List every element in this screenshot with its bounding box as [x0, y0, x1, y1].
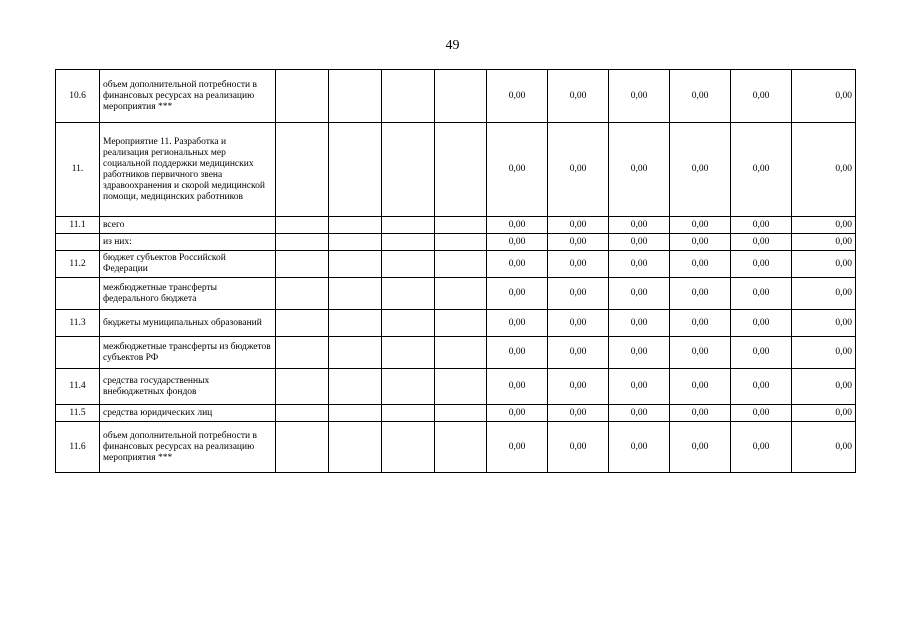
- row-name: бюджеты муниципальных образований: [100, 310, 276, 337]
- empty-cell: [276, 123, 329, 217]
- value-cell: 0,00: [548, 234, 609, 251]
- row-number: 11.1: [56, 217, 100, 234]
- empty-cell: [435, 278, 487, 310]
- value-cell: 0,00: [609, 234, 670, 251]
- empty-cell: [329, 369, 382, 405]
- empty-cell: [435, 405, 487, 422]
- value-cell: 0,00: [670, 70, 731, 123]
- value-cell: 0,00: [487, 337, 548, 369]
- row-number: [56, 337, 100, 369]
- empty-cell: [435, 251, 487, 278]
- empty-cell: [329, 337, 382, 369]
- value-cell: 0,00: [792, 422, 856, 473]
- empty-cell: [435, 310, 487, 337]
- value-cell: 0,00: [731, 70, 792, 123]
- empty-cell: [329, 234, 382, 251]
- empty-cell: [329, 278, 382, 310]
- row-number: 11.3: [56, 310, 100, 337]
- value-cell: 0,00: [487, 310, 548, 337]
- value-cell: 0,00: [792, 123, 856, 217]
- value-cell: 0,00: [792, 70, 856, 123]
- row-name: Мероприятие 11. Разработка и реализация региональных мер социальной поддержки медицинских работников первичного звена здравоохранения и скорой медицинской помощи, медицинских работников: [100, 123, 276, 217]
- value-cell: 0,00: [487, 405, 548, 422]
- value-cell: 0,00: [487, 123, 548, 217]
- value-cell: 0,00: [548, 123, 609, 217]
- value-cell: 0,00: [792, 310, 856, 337]
- row-name: объем дополнительной потребности в финансовых ресурсах на реализацию мероприятия ***: [100, 70, 276, 123]
- table-row: [56, 70, 856, 123]
- value-cell: 0,00: [792, 405, 856, 422]
- value-cell: 0,00: [731, 369, 792, 405]
- value-cell: 0,00: [731, 251, 792, 278]
- row-name: объем дополнительной потребности в финансовых ресурсах на реализацию мероприятия ***: [100, 422, 276, 473]
- value-cell: 0,00: [670, 422, 731, 473]
- value-cell: 0,00: [731, 278, 792, 310]
- row-name: бюджет субъектов Российской Федерации: [100, 251, 276, 278]
- empty-cell: [382, 405, 435, 422]
- value-cell: 0,00: [487, 422, 548, 473]
- table-row: [56, 337, 856, 369]
- empty-cell: [382, 217, 435, 234]
- value-cell: 0,00: [670, 405, 731, 422]
- value-cell: 0,00: [670, 123, 731, 217]
- value-cell: 0,00: [731, 422, 792, 473]
- value-cell: 0,00: [609, 70, 670, 123]
- empty-cell: [329, 123, 382, 217]
- value-cell: 0,00: [548, 422, 609, 473]
- table-row: [56, 405, 856, 422]
- table-row: [56, 234, 856, 251]
- row-number: [56, 234, 100, 251]
- empty-cell: [276, 405, 329, 422]
- value-cell: 0,00: [609, 405, 670, 422]
- row-name: межбюджетные трансферты из бюджетов субъектов РФ: [100, 337, 276, 369]
- empty-cell: [329, 251, 382, 278]
- value-cell: 0,00: [609, 310, 670, 337]
- empty-cell: [276, 310, 329, 337]
- empty-cell: [329, 70, 382, 123]
- table-row: [56, 278, 856, 310]
- value-cell: 0,00: [792, 217, 856, 234]
- table-row: [56, 251, 856, 278]
- value-cell: 0,00: [670, 278, 731, 310]
- empty-cell: [382, 123, 435, 217]
- value-cell: 0,00: [487, 278, 548, 310]
- empty-cell: [382, 278, 435, 310]
- value-cell: 0,00: [731, 217, 792, 234]
- value-cell: 0,00: [609, 217, 670, 234]
- value-cell: 0,00: [548, 70, 609, 123]
- empty-cell: [435, 234, 487, 251]
- row-number: 11.4: [56, 369, 100, 405]
- empty-cell: [435, 217, 487, 234]
- empty-cell: [329, 217, 382, 234]
- empty-cell: [382, 310, 435, 337]
- empty-cell: [382, 70, 435, 123]
- table-body: [56, 70, 856, 473]
- value-cell: 0,00: [670, 217, 731, 234]
- value-cell: 0,00: [548, 310, 609, 337]
- value-cell: 0,00: [548, 369, 609, 405]
- value-cell: 0,00: [670, 234, 731, 251]
- empty-cell: [382, 234, 435, 251]
- empty-cell: [382, 422, 435, 473]
- value-cell: 0,00: [487, 369, 548, 405]
- empty-cell: [276, 70, 329, 123]
- empty-cell: [435, 369, 487, 405]
- table-row: [56, 422, 856, 473]
- page-number: 49: [445, 38, 460, 53]
- table-row: [56, 123, 856, 217]
- budget-table: [55, 69, 856, 473]
- value-cell: 0,00: [487, 217, 548, 234]
- row-number: 11.: [56, 123, 100, 217]
- empty-cell: [435, 422, 487, 473]
- value-cell: 0,00: [792, 234, 856, 251]
- value-cell: 0,00: [731, 405, 792, 422]
- table-row: [56, 369, 856, 405]
- empty-cell: [276, 369, 329, 405]
- empty-cell: [276, 217, 329, 234]
- value-cell: 0,00: [609, 251, 670, 278]
- value-cell: 0,00: [731, 234, 792, 251]
- empty-cell: [276, 337, 329, 369]
- empty-cell: [435, 123, 487, 217]
- row-name: средства государственных внебюджетных фондов: [100, 369, 276, 405]
- empty-cell: [329, 422, 382, 473]
- value-cell: 0,00: [609, 422, 670, 473]
- row-number: 11.2: [56, 251, 100, 278]
- row-number: [56, 278, 100, 310]
- value-cell: 0,00: [548, 405, 609, 422]
- value-cell: 0,00: [609, 369, 670, 405]
- empty-cell: [435, 337, 487, 369]
- value-cell: 0,00: [548, 278, 609, 310]
- value-cell: 0,00: [670, 251, 731, 278]
- value-cell: 0,00: [609, 123, 670, 217]
- value-cell: 0,00: [487, 234, 548, 251]
- value-cell: 0,00: [731, 310, 792, 337]
- value-cell: 0,00: [548, 337, 609, 369]
- value-cell: 0,00: [609, 337, 670, 369]
- value-cell: 0,00: [731, 337, 792, 369]
- row-number: 10.6: [56, 70, 100, 123]
- value-cell: 0,00: [609, 278, 670, 310]
- value-cell: 0,00: [487, 70, 548, 123]
- row-number: 11.5: [56, 405, 100, 422]
- empty-cell: [276, 278, 329, 310]
- value-cell: 0,00: [792, 278, 856, 310]
- empty-cell: [276, 422, 329, 473]
- table-row: [56, 310, 856, 337]
- empty-cell: [382, 337, 435, 369]
- empty-cell: [276, 234, 329, 251]
- value-cell: 0,00: [792, 337, 856, 369]
- value-cell: 0,00: [548, 217, 609, 234]
- row-number: 11.6: [56, 422, 100, 473]
- value-cell: 0,00: [487, 251, 548, 278]
- value-cell: 0,00: [792, 251, 856, 278]
- row-name: из них:: [100, 234, 276, 251]
- value-cell: 0,00: [670, 310, 731, 337]
- empty-cell: [329, 310, 382, 337]
- row-name: средства юридических лиц: [100, 405, 276, 422]
- empty-cell: [276, 251, 329, 278]
- value-cell: 0,00: [731, 123, 792, 217]
- empty-cell: [329, 405, 382, 422]
- value-cell: 0,00: [670, 369, 731, 405]
- value-cell: 0,00: [548, 251, 609, 278]
- value-cell: 0,00: [670, 337, 731, 369]
- value-cell: 0,00: [792, 369, 856, 405]
- empty-cell: [382, 251, 435, 278]
- empty-cell: [435, 70, 487, 123]
- row-name: всего: [100, 217, 276, 234]
- empty-cell: [382, 369, 435, 405]
- table-row: [56, 217, 856, 234]
- row-name: межбюджетные трансферты федерального бюджета: [100, 278, 276, 310]
